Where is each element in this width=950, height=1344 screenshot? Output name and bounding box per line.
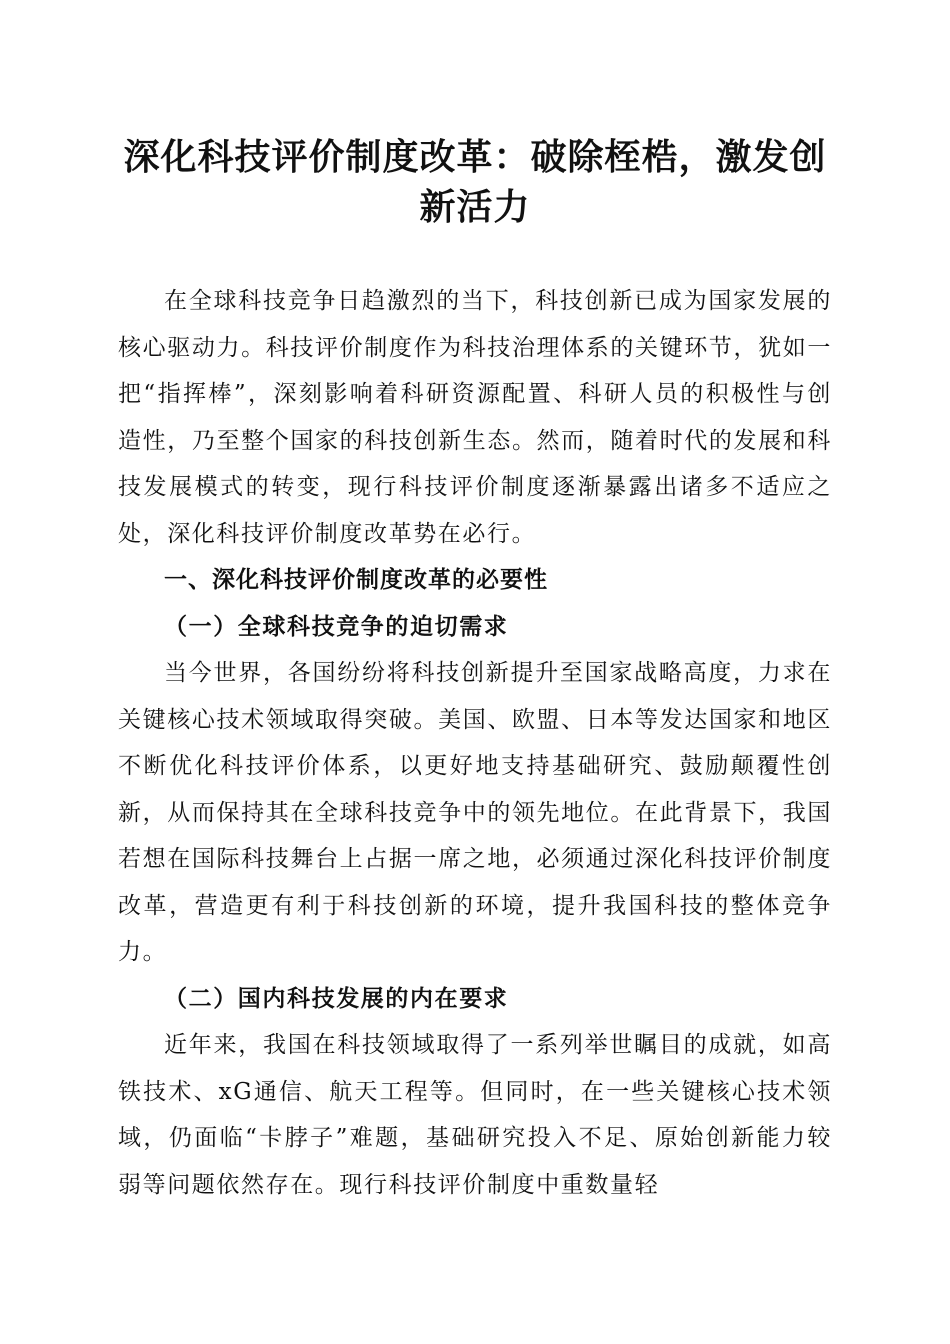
document-body xyxy=(118,278,832,1208)
intro-paragraph: 在全球科技竞争日趋激烈的当下，科技创新已成为国家发展的核心驱动力。科技评价制度作为科技治理体系的关键环节，犹如一把“指挥棒”，深刻影响着科研资源配置、科研人员的积极性与创造性，乃至整个国家的科技创新生态。然而，随着时代的发展和科技发展模式的转变，现行科技评价制度逐渐暴露出诸多不适应之处，深化科技评价制度改革势在必行。 xyxy=(118,288,832,547)
subsection-heading-2: （二）国内科技发展的内在要求 xyxy=(164,984,509,1012)
subsection-paragraph-2: 近年来，我国在科技领域取得了一系列举世瞩目的成就，如高铁技术、xG通信、航天工程等。但同时，在一些关键核心技术领域，仍面临“卡脖子”难题，基础研究投入不足、原始创新能力较弱等问题依然存在。现行科技评价制度中重数量轻 xyxy=(118,1032,832,1198)
subsection-heading-1: （一）全球科技竞争的迫切需求 xyxy=(164,612,509,640)
section-heading: 一、深化科技评价制度改革的必要性 xyxy=(164,567,548,593)
document-title: 深化科技评价制度改革：破除桎梏，激发创新活力 xyxy=(123,136,827,228)
subsection-paragraph-1: 当今世界，各国纷纷将科技创新提升至国家战略高度，力求在关键核心技术领域取得突破。美国、欧盟、日本等发达国家和地区不断优化科技评价体系，以更好地支持基础研究、鼓励颠覆性创新，从而保持其在全球科技竞争中的领先地位。在此背景下，我国若想在国际科技舞台上占据一席之地，必须通过深化科技评价制度改革，营造更有利于科技创新的环境，提升我国科技的整体竞争力。 xyxy=(118,660,832,965)
